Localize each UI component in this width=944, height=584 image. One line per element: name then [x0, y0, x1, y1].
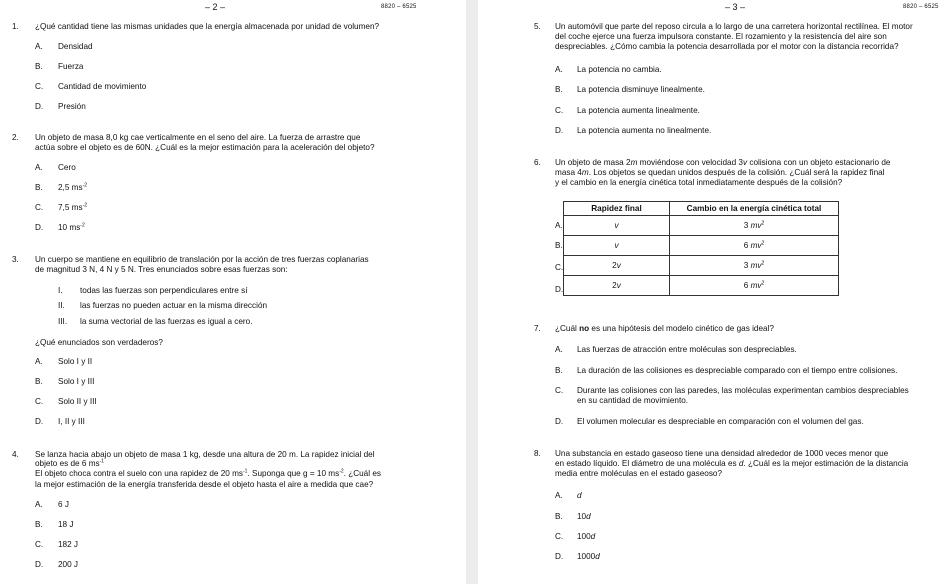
option-letter[interactable]: A.	[35, 357, 43, 366]
page-number: – 3 –	[725, 2, 746, 12]
option-text[interactable]: 182 J	[58, 540, 79, 549]
statement-text: la suma vectorial de las fuerzas es igual a cero.	[80, 317, 253, 326]
option-text[interactable]: 10 $ms^{-2}$	[58, 222, 85, 232]
option-text[interactable]: Durante las colisiones con las paredes, las moléculas experimentan cambios despreciables	[577, 386, 909, 395]
question-stem: ¿Qué cantidad tiene las mismas unidades que la energía almacenada por unidad de volumen?	[35, 22, 380, 31]
question-stem: Un automóvil que parte del reposo circula a lo largo de una carretera horizontal rectilínea. El motor	[555, 22, 913, 31]
question-stem: actúa sobre el objeto es de 60N. ¿Cuál es la mejor estimación para la aceleración del objeto?	[35, 143, 375, 152]
question-stem: en estado líquido. El diámetro de una molécula es d. ¿Cuál es la mejor estimación de la distancia	[555, 459, 909, 468]
option-text[interactable]: 100d	[577, 532, 596, 541]
question-number: 3.	[12, 255, 19, 264]
option-letter[interactable]: B.	[35, 520, 43, 529]
option-text[interactable]: 1000d	[577, 552, 600, 561]
option-text[interactable]: Solo II y III	[58, 397, 97, 406]
option-text[interactable]: Solo I y II	[58, 357, 93, 366]
option-text[interactable]: Presión	[58, 102, 86, 111]
option-text[interactable]: 6 J	[58, 500, 69, 509]
question-number: 4.	[12, 450, 19, 459]
option-text[interactable]: Cantidad de movimiento	[58, 82, 147, 91]
answer-table	[563, 201, 839, 296]
question-stem: despreciables. ¿Cómo cambia la potencia desarrollada por el motor con la distancia recorrida?	[555, 42, 899, 51]
option-letter[interactable]: A.	[555, 345, 563, 354]
option-letter[interactable]: B.	[555, 85, 563, 94]
option-text[interactable]: en su cantidad de movimiento.	[577, 396, 689, 405]
question-number: 1.	[12, 22, 19, 31]
option-text[interactable]: Densidad	[58, 42, 93, 51]
option-letter[interactable]: A.	[555, 65, 563, 74]
option-text[interactable]: La potencia aumenta no linealmente.	[577, 126, 712, 135]
question-stem: masa 4m. Los objetos se quedan unidos después de la colisión. ¿Cuál será la rapidez final	[555, 168, 885, 177]
statement-numeral: I.	[58, 286, 63, 295]
option-letter[interactable]: D.	[555, 417, 564, 426]
question-stem: y el cambio en la energía cinética total inmediatamente después de la colisión?	[555, 178, 843, 187]
table-row[interactable]	[564, 236, 839, 256]
question-stem: Una substancia en estado gaseoso tiene una densidad alrededor de 1000 veces menor que	[555, 449, 889, 458]
question-stem: la mejor estimación de la energía transferida desde el objeto hasta el aire a medida que cae?	[35, 480, 374, 489]
option-letter[interactable]: D.	[35, 560, 44, 569]
option-letter[interactable]: A.	[35, 42, 43, 51]
question-stem: del coche ejerce una fuerza impulsora constante. El rozamiento y la resistencia del aire son	[555, 32, 887, 41]
option-text[interactable]: 200 J	[58, 560, 79, 569]
option-text[interactable]: Solo I y III	[58, 377, 95, 386]
option-letter[interactable]: B.	[555, 241, 563, 250]
option-text[interactable]: d	[577, 491, 582, 500]
question-number: 5.	[534, 22, 541, 31]
table-cell-energy: 3 $mv^2$	[670, 256, 839, 276]
table-cell-energy: 6 $mv^2$	[670, 276, 839, 296]
option-letter[interactable]: D.	[35, 417, 44, 426]
exam-code: 8820 – 6525	[381, 4, 417, 10]
option-letter[interactable]: B.	[555, 512, 563, 521]
option-letter[interactable]: A.	[35, 500, 43, 509]
table-row[interactable]	[564, 256, 839, 276]
option-text[interactable]: 7,5 $ms^{-2}$	[58, 202, 88, 212]
question-stem: ¿Cuál no es una hipótesis del modelo cinético de gas ideal?	[555, 324, 774, 333]
option-letter[interactable]: A.	[555, 491, 563, 500]
table-cell-energy: 6 $mv^2$	[670, 236, 839, 256]
table-cell-speed: v	[564, 236, 670, 256]
question-number: 2.	[12, 133, 19, 142]
option-text[interactable]: El volumen molecular es despreciable en comparación con el volumen del gas.	[577, 417, 864, 426]
question-stem: Se lanza hacia abajo un objeto de masa 1 kg, desde una altura de 20 m. La rapidez inicial del	[35, 450, 375, 459]
question-stem: Un objeto de masa 8,0 kg cae verticalmente en el seno del aire. La fuerza de arrastre que	[35, 133, 361, 142]
option-text[interactable]: Las fuerzas de atracción entre moléculas son despreciables.	[577, 345, 797, 354]
question-stem: El objeto choca contra el suelo con una rapidez de 20 $ms^{-1}$. Suponga que g = 10 $ms^{-2}$. ¿Cuál es	[35, 468, 381, 478]
option-text[interactable]: 18 J	[58, 520, 74, 529]
table-header: Cambio en la energía cinética total	[670, 202, 839, 216]
statement-numeral: II.	[58, 301, 65, 310]
option-letter[interactable]: A.	[35, 163, 43, 172]
table-cell-speed: 2v	[564, 256, 670, 276]
option-text[interactable]: La potencia aumenta linealmente.	[577, 106, 700, 115]
option-text[interactable]: 2,5 $ms^{-2}$	[58, 182, 88, 192]
option-letter[interactable]: D.	[555, 552, 564, 561]
option-letter[interactable]: B.	[555, 366, 563, 375]
option-letter[interactable]: C.	[555, 532, 564, 541]
option-letter[interactable]: C.	[35, 540, 44, 549]
option-letter[interactable]: C.	[35, 203, 44, 212]
option-letter[interactable]: C.	[555, 386, 564, 395]
option-text[interactable]: Fuerza	[58, 62, 84, 71]
option-letter[interactable]: D.	[555, 126, 564, 135]
question-number: 8.	[534, 449, 541, 458]
option-letter[interactable]: B.	[35, 62, 43, 71]
option-letter[interactable]: D.	[35, 223, 44, 232]
statement-numeral: III.	[58, 317, 68, 326]
question-stem: Un cuerpo se mantiene en equilibrio de translación por la acción de tres fuerzas coplanarias	[35, 255, 369, 264]
question-number: 6.	[534, 158, 541, 167]
option-text[interactable]: 10d	[577, 512, 591, 521]
question-number: 7.	[534, 324, 541, 333]
option-text[interactable]: La potencia disminuye linealmente.	[577, 85, 705, 94]
option-letter[interactable]: A.	[555, 221, 563, 230]
option-letter[interactable]: B.	[35, 183, 43, 192]
option-letter[interactable]: D.	[555, 285, 564, 294]
question-stem: de magnitud 3 N, 4 N y 5 N. Tres enunciados sobre esas fuerzas son:	[35, 265, 288, 274]
option-text[interactable]: Cero	[58, 163, 76, 172]
option-text[interactable]: La potencia no cambia.	[577, 65, 662, 74]
table-cell-speed: 2v	[564, 276, 670, 296]
table-row[interactable]	[564, 276, 839, 296]
question-stem: Un objeto de masa 2m moviéndose con velocidad 3v colisiona con un objeto estacionario de	[555, 158, 891, 167]
option-letter[interactable]: D.	[35, 102, 44, 111]
table-cell-energy: 3 $mv^2$	[670, 216, 839, 236]
statement-text: las fuerzas no pueden actuar en la misma dirección	[80, 301, 268, 310]
question-stem: media entre moléculas en el estado gaseoso?	[555, 469, 723, 478]
question-stem: objeto es de 6 $ms^{-1}$	[35, 458, 105, 468]
option-letter[interactable]: C.	[35, 82, 44, 91]
page-number: – 2 –	[205, 2, 226, 12]
exam-code: 8820 – 6525	[903, 4, 939, 10]
option-letter[interactable]: C.	[555, 106, 564, 115]
option-text[interactable]: I, II y III	[58, 417, 85, 426]
option-letter[interactable]: C.	[35, 397, 44, 406]
option-text[interactable]: La duración de las colisiones es despreciable comparado con el tiempo entre colisiones.	[577, 366, 898, 375]
table-row[interactable]	[564, 216, 839, 236]
option-letter[interactable]: B.	[35, 377, 43, 386]
option-letter[interactable]: C.	[555, 263, 564, 272]
exam-page-3	[478, 0, 944, 584]
statement-text: todas las fuerzas son perpendiculares entre sí	[80, 286, 248, 295]
table-header-row	[564, 202, 839, 216]
question-prompt: ¿Qué enunciados son verdaderos?	[35, 338, 163, 347]
table-cell-speed: v	[564, 216, 670, 236]
exam-page-2	[0, 0, 466, 584]
table-header: Rapidez final	[564, 202, 670, 216]
